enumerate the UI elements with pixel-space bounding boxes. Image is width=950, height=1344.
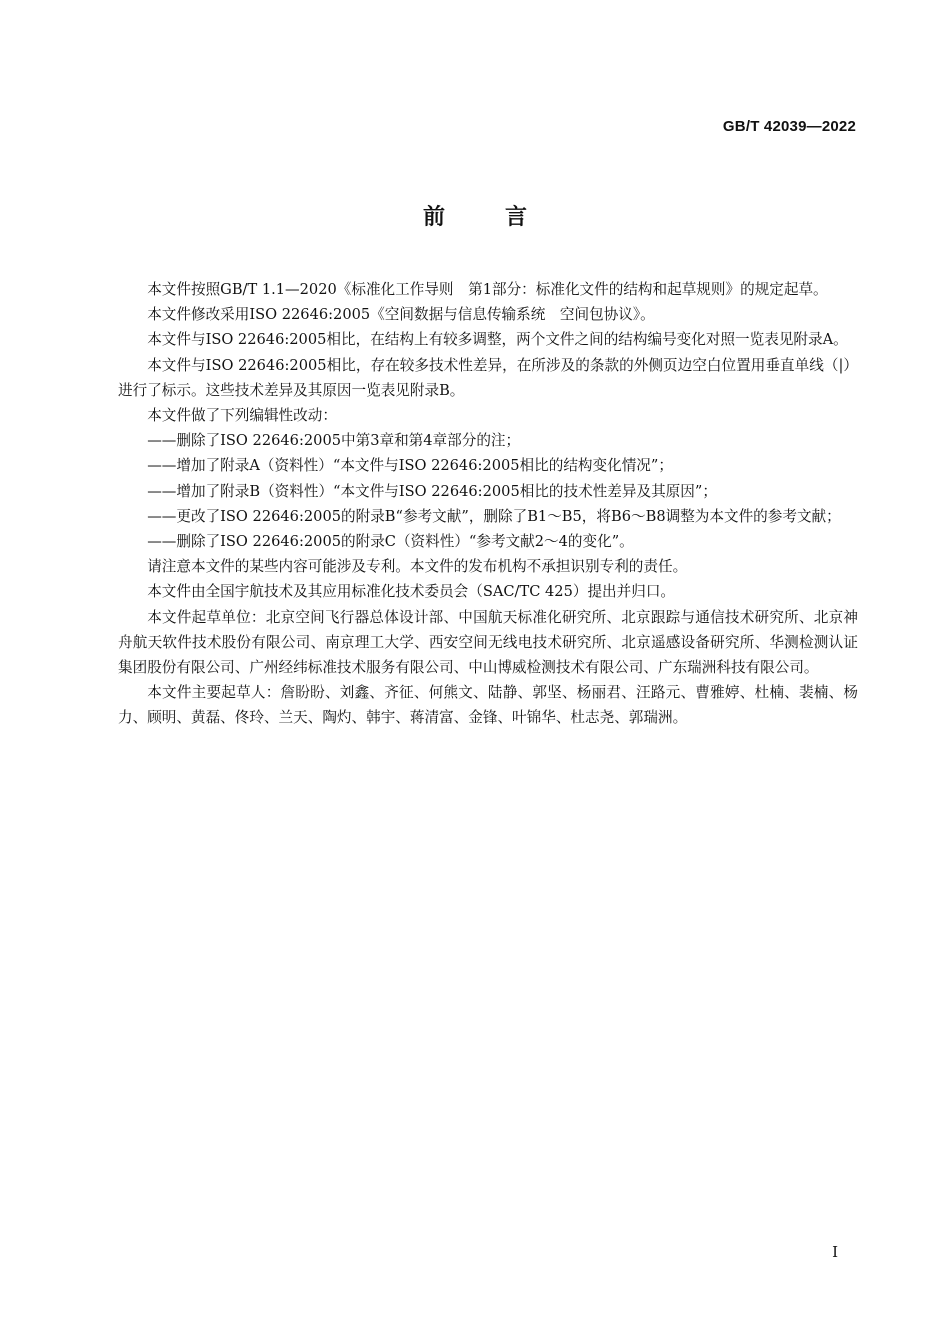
list-item: ——更改了ISO 22646:2005的附录B“参考文献”，删除了B1～B5，将B6～B8调整为本文件的参考文献； bbox=[147, 507, 841, 525]
paragraph: 本文件与ISO 22646:2005相比，在结构上有较多调整，两个文件之间的结构编号变化对照一览表见附录A。 bbox=[147, 331, 848, 349]
list-item: ——增加了附录A（资料性）“本文件与ISO 22646:2005相比的结构变化情况”； bbox=[147, 457, 673, 475]
list-item: ——增加了附录B（资料性）“本文件与ISO 22646:2005相比的技术性差异及其原因”； bbox=[147, 482, 717, 500]
list-item: ——删除了ISO 22646:2005中第3章和第4章部分的注； bbox=[147, 432, 521, 450]
paragraph: 本文件按照GB/T 1.1—2020《标准化工作导则 第1部分：标准化文件的结构和起草规则》的规定起草。 bbox=[147, 281, 828, 298]
paragraph: 本文件由全国宇航技术及其应用标准化技术委员会（SAC/TC 425）提出并归口。 bbox=[147, 583, 676, 601]
page-number: I bbox=[832, 1243, 838, 1261]
paragraph: 本文件起草单位：北京空间飞行器总体设计部、中国航天标准化研究所、北京跟踪与通信技术研究所、北京神舟航天软件技术股份有限公司、南京理工大学、西安空间无线电技术研究所、北京遥感设备研究所、华测检测认证集团股份有限公司、广州经纬标准技术服务有限公司、中山博威检测技术有限公司、广东瑞洲科技有限公司。 bbox=[118, 608, 858, 677]
paragraph: 请注意本文件的某些内容可能涉及专利。本文件的发布机构不承担识别专利的责任。 bbox=[147, 558, 688, 576]
paragraph: 本文件做了下列编辑性改动： bbox=[147, 407, 337, 425]
paragraph: 本文件与ISO 22646:2005相比，存在较多技术性差异，在所涉及的条款的外侧页边空白位置用垂直单线（|）进行了标示。这些技术差异及其原因一览表见附录B。 bbox=[118, 356, 858, 399]
paragraph: 本文件主要起草人：詹盼盼、刘鑫、齐征、何熊文、陆静、郭坚、杨丽君、汪路元、曹雅婷、杜楠、裴楠、杨力、顾明、黄磊、佟玲、兰天、陶灼、韩宇、蒋清富、金锋、叶锦华、杜志尧、郭瑞洲。 bbox=[118, 684, 858, 727]
standard-code: GB/T 42039—2022 bbox=[722, 118, 856, 135]
foreword-body bbox=[118, 277, 858, 731]
edit-list bbox=[118, 428, 858, 554]
list-item: ——删除了ISO 22646:2005的附录C（资料性）“参考文献2～4的变化”。 bbox=[147, 533, 634, 551]
page-title: 前言 bbox=[422, 205, 587, 230]
paragraph: 本文件修改采用ISO 22646:2005《空间数据与信息传输系统 空间包协议》。 bbox=[147, 306, 655, 324]
